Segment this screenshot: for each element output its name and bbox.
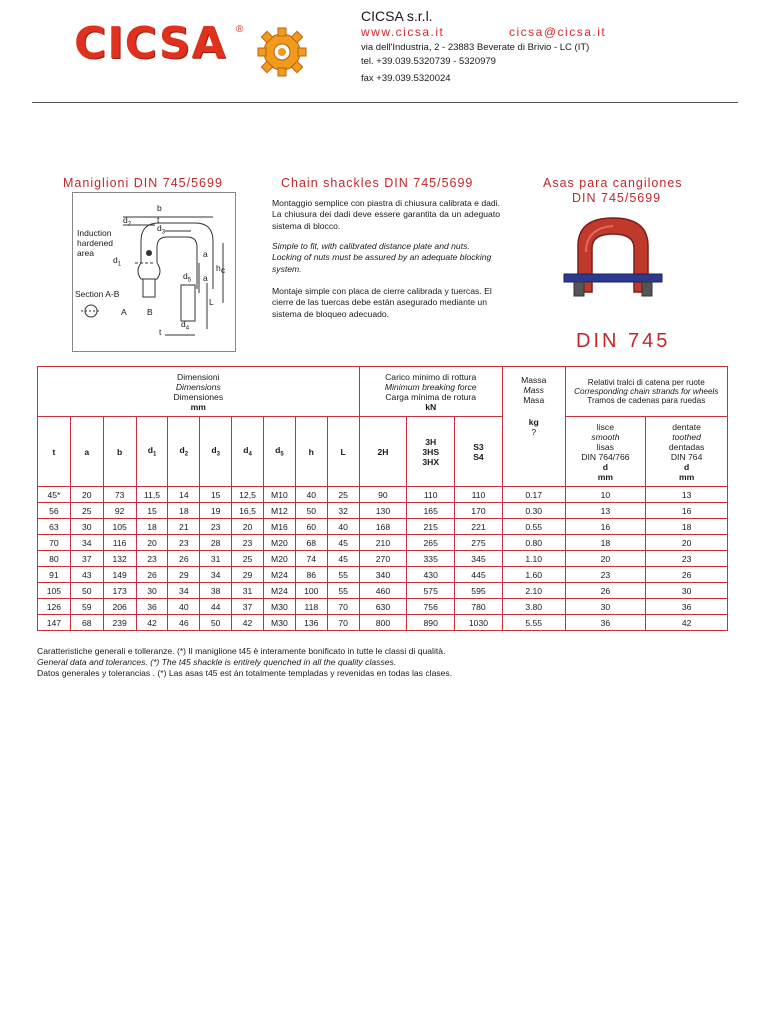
- table-row: [38, 551, 728, 567]
- table-cell: 340: [359, 567, 407, 583]
- table-cell: M20: [263, 535, 295, 551]
- table-cell: 37: [70, 551, 103, 567]
- table-cell: 40: [168, 599, 200, 615]
- table-cell: 42: [136, 615, 168, 631]
- table-cell: 30: [136, 583, 168, 599]
- table-cell: 16: [646, 503, 728, 519]
- table-cell: 70: [38, 535, 71, 551]
- label-induction: Induction: [77, 228, 112, 238]
- table-cell: 30: [646, 583, 728, 599]
- table-cell: 756: [407, 599, 455, 615]
- table-cell: 18: [168, 503, 200, 519]
- table-cell: 43: [70, 567, 103, 583]
- table-cell: 68: [70, 615, 103, 631]
- table-cell: 239: [103, 615, 136, 631]
- table-cell: 630: [359, 599, 407, 615]
- label-t-bottom: t: [159, 327, 162, 337]
- table-row: [38, 615, 728, 631]
- footnotes: [37, 646, 452, 679]
- table-cell: M20: [263, 551, 295, 567]
- table-cell: 0.55: [502, 519, 565, 535]
- table-cell: 0.80: [502, 535, 565, 551]
- table-row: [38, 599, 728, 615]
- table-cell: 23: [200, 519, 232, 535]
- col-d2: $d_2$: [168, 417, 200, 487]
- table-cell: 126: [38, 599, 71, 615]
- table-cell: 23: [565, 567, 646, 583]
- chain-strands-header: Relativi tralci di catena per ruote Corresponding chain strands for wheels Tramos de cadenas para ruedas: [565, 367, 727, 417]
- col-h: h: [295, 417, 327, 487]
- table-cell: 26: [168, 551, 200, 567]
- col-d3: $d_3$: [200, 417, 232, 487]
- table-cell: M30: [263, 599, 295, 615]
- label-a-bottom: a: [203, 273, 208, 283]
- label-L: L: [209, 297, 214, 307]
- col-s3: S3 S4: [455, 417, 503, 487]
- table-cell: 1030: [455, 615, 503, 631]
- table-cell: 168: [359, 519, 407, 535]
- table-row: [38, 583, 728, 599]
- col-d1: $d_1$: [136, 417, 168, 487]
- description-spanish: Montaje simple con placa de cierre calibrada y tuercas. El cierre de las tuercas debe están asegurado mediante un sistema de bloqueo adecuado.: [272, 286, 492, 319]
- table-cell: 16: [565, 519, 646, 535]
- telephone: tel. +39.039.5320739 - 5320979: [361, 56, 496, 67]
- table-cell: 335: [407, 551, 455, 567]
- table-cell: 90: [359, 487, 407, 503]
- table-cell: 170: [455, 503, 503, 519]
- table-row: [38, 503, 728, 519]
- label-d4: $d_4$: [181, 319, 190, 332]
- table-cell: 210: [359, 535, 407, 551]
- table-cell: 26: [565, 583, 646, 599]
- label-b: b: [157, 203, 162, 213]
- breaking-load-header: Carico minimo di rottura Minimum breaking force Carga mínima de rotura kN: [359, 367, 502, 417]
- col-a: a: [70, 417, 103, 487]
- table-cell: 63: [38, 519, 71, 535]
- table-cell: 45: [327, 535, 359, 551]
- table-cell: 31: [232, 583, 264, 599]
- label-d2: $d_2$: [123, 215, 132, 228]
- table-cell: 800: [359, 615, 407, 631]
- table-cell: 100: [295, 583, 327, 599]
- table-cell: 34: [70, 535, 103, 551]
- table-cell: 21: [168, 519, 200, 535]
- table-cell: 0.30: [502, 503, 565, 519]
- table-cell: 18: [565, 535, 646, 551]
- table-cell: 30: [70, 519, 103, 535]
- table-cell: 80: [38, 551, 71, 567]
- table-cell: 118: [295, 599, 327, 615]
- col-2h: 2H: [359, 417, 407, 487]
- label-t-top: t: [157, 215, 160, 225]
- table-cell: 110: [407, 487, 455, 503]
- table-cell: 445: [455, 567, 503, 583]
- table-cell: 345: [455, 551, 503, 567]
- col-smooth: lisce smooth lisas DIN 764/766 d mm: [565, 417, 646, 487]
- table-cell: 36: [565, 615, 646, 631]
- table-row: [38, 535, 728, 551]
- gear-logo-icon: [254, 26, 310, 83]
- table-cell: 68: [295, 535, 327, 551]
- registered-mark: ®: [236, 24, 244, 35]
- table-cell: 38: [200, 583, 232, 599]
- col-t: t: [38, 417, 71, 487]
- table-cell: 25: [70, 503, 103, 519]
- table-cell: 25: [327, 487, 359, 503]
- product-photo: [556, 212, 670, 317]
- table-cell: 34: [200, 567, 232, 583]
- table-cell: 30: [565, 599, 646, 615]
- table-cell: 70: [327, 599, 359, 615]
- title-italian: Maniglioni DIN 745/5699: [63, 176, 223, 190]
- table-cell: 15: [136, 503, 168, 519]
- table-cell: M16: [263, 519, 295, 535]
- table-cell: 270: [359, 551, 407, 567]
- table-cell: 50: [70, 583, 103, 599]
- col-3h: 3H 3HS 3HX: [407, 417, 455, 487]
- table-cell: 59: [70, 599, 103, 615]
- table-row: [38, 519, 728, 535]
- table-cell: 32: [327, 503, 359, 519]
- table-cell: 265: [407, 535, 455, 551]
- company-logo: CICSA: [74, 18, 227, 69]
- table-cell: M30: [263, 615, 295, 631]
- table-cell: M24: [263, 583, 295, 599]
- col-b: b: [103, 417, 136, 487]
- table-cell: 132: [103, 551, 136, 567]
- table-cell: 36: [136, 599, 168, 615]
- table-cell: 26: [136, 567, 168, 583]
- col-d5: $d_5$: [263, 417, 295, 487]
- table-cell: 46: [168, 615, 200, 631]
- table-cell: 20: [646, 535, 728, 551]
- label-area: area: [77, 248, 95, 258]
- label-A: A: [121, 307, 127, 317]
- table-cell: 165: [407, 503, 455, 519]
- table-cell: 430: [407, 567, 455, 583]
- header-divider: [32, 102, 738, 103]
- table-cell: 275: [455, 535, 503, 551]
- table-cell: 5.55: [502, 615, 565, 631]
- table-cell: 29: [168, 567, 200, 583]
- table-cell: 149: [103, 567, 136, 583]
- fax: fax +39.039.5320024: [361, 73, 451, 84]
- table-cell: 20: [232, 519, 264, 535]
- table-cell: 23: [646, 551, 728, 567]
- din-745-label: DIN 745: [576, 330, 671, 352]
- table-cell: 44: [200, 599, 232, 615]
- table-cell: M10: [263, 487, 295, 503]
- table-cell: 0.17: [502, 487, 565, 503]
- table-cell: 29: [232, 567, 264, 583]
- technical-drawing: [72, 192, 236, 352]
- table-cell: 15: [200, 487, 232, 503]
- title-spanish-din: DIN 745/5699: [572, 191, 662, 205]
- table-cell: 20: [136, 535, 168, 551]
- table-cell: 25: [232, 551, 264, 567]
- table-cell: 13: [646, 487, 728, 503]
- table-cell: 20: [565, 551, 646, 567]
- company-name: CICSA s.r.l.: [361, 8, 433, 24]
- table-cell: 12,5: [232, 487, 264, 503]
- label-a-top: a: [203, 249, 208, 259]
- table-cell: 23: [168, 535, 200, 551]
- table-cell: 595: [455, 583, 503, 599]
- mass-header: Massa Mass Masa kg ?: [502, 367, 565, 487]
- table-cell: 10: [565, 487, 646, 503]
- table-row: [38, 567, 728, 583]
- table-cell: 16,5: [232, 503, 264, 519]
- table-cell: 60: [295, 519, 327, 535]
- table-cell: 3.80: [502, 599, 565, 615]
- table-cell: 56: [38, 503, 71, 519]
- table-cell: 1.60: [502, 567, 565, 583]
- table-cell: 221: [455, 519, 503, 535]
- table-cell: 18: [646, 519, 728, 535]
- table-cell: 215: [407, 519, 455, 535]
- table-cell: 34: [168, 583, 200, 599]
- col-toothed: dentate toothed dentadas DIN 764 d mm: [646, 417, 728, 487]
- table-cell: 55: [327, 583, 359, 599]
- col-d4: $d_4$: [232, 417, 264, 487]
- email-link[interactable]: cicsa@cicsa.it: [509, 25, 607, 39]
- table-cell: 11,5: [136, 487, 168, 503]
- website-link[interactable]: www.cicsa.it: [361, 25, 445, 39]
- label-section: Section A-B: [75, 289, 120, 299]
- table-cell: 18: [136, 519, 168, 535]
- table-cell: 23: [136, 551, 168, 567]
- specification-table: [37, 366, 728, 631]
- table-cell: 45: [327, 551, 359, 567]
- table-cell: 42: [232, 615, 264, 631]
- table-cell: 40: [327, 519, 359, 535]
- label-hardened: hardened: [77, 238, 113, 248]
- table-cell: 147: [38, 615, 71, 631]
- col-L: L: [327, 417, 359, 487]
- dimensions-header: Dimensioni Dimensions Dimensiones mm: [38, 367, 360, 417]
- table-cell: 105: [103, 519, 136, 535]
- table-cell: M12: [263, 503, 295, 519]
- table-cell: M24: [263, 567, 295, 583]
- title-spanish: Asas para cangilones: [543, 176, 683, 190]
- address: via dell'Industria, 2 - 23883 Beverate di Brivio - LC (IT): [361, 42, 590, 53]
- label-d5: $d_5$: [183, 271, 192, 284]
- table-cell: 2.10: [502, 583, 565, 599]
- table-cell: 50: [295, 503, 327, 519]
- table-cell: 23: [232, 535, 264, 551]
- table-cell: 890: [407, 615, 455, 631]
- description-italian: Montaggio semplice con piastra di chiusura calibrata e dadi. La chiusura dei dadi deve essere garantita da un adeguato sistema di blocco.: [272, 198, 500, 231]
- table-cell: 20: [70, 487, 103, 503]
- footnote-english: General data and tolerances. (*) The t45 shackle is entirely quenched in all the quality classes.: [37, 657, 397, 667]
- table-cell: 37: [232, 599, 264, 615]
- table-cell: 50: [200, 615, 232, 631]
- table-cell: 110: [455, 487, 503, 503]
- table-cell: 136: [295, 615, 327, 631]
- table-cell: 45*: [38, 487, 71, 503]
- table-cell: 55: [327, 567, 359, 583]
- table-cell: 74: [295, 551, 327, 567]
- label-d1: $d_1$: [113, 255, 122, 268]
- label-B: B: [147, 307, 153, 317]
- table-cell: 40: [295, 487, 327, 503]
- label-c: c: [221, 265, 226, 275]
- label-h: h: [216, 263, 221, 273]
- table-cell: 173: [103, 583, 136, 599]
- table-cell: 26: [646, 567, 728, 583]
- table-cell: 31: [200, 551, 232, 567]
- table-cell: 460: [359, 583, 407, 599]
- table-cell: 19: [200, 503, 232, 519]
- table-cell: 91: [38, 567, 71, 583]
- footnote-italian: Caratteristiche generali e tolleranze. (*) Il maniglione t45 è interamente bonificato in tutte le classi di qualità.: [37, 646, 446, 656]
- description-english: Simple to fit, with calibrated distance plate and nuts. Locking of nuts must be assured by an adequate blocking system.: [272, 241, 492, 274]
- table-cell: 14: [168, 487, 200, 503]
- label-d3: $d_3$: [157, 223, 166, 236]
- title-english: Chain shackles DIN 745/5699: [281, 176, 474, 190]
- table-cell: 105: [38, 583, 71, 599]
- table-cell: 116: [103, 535, 136, 551]
- table-cell: 206: [103, 599, 136, 615]
- table-cell: 73: [103, 487, 136, 503]
- table-cell: 36: [646, 599, 728, 615]
- table-header-group-row: [38, 367, 728, 417]
- footnote-spanish: Datos generales y tolerancias . (*) Las asas t45 est án totalmente templadas y revenidas en todas las clases.: [37, 668, 453, 678]
- table-cell: 130: [359, 503, 407, 519]
- table-cell: 42: [646, 615, 728, 631]
- table-cell: 575: [407, 583, 455, 599]
- table-cell: 13: [565, 503, 646, 519]
- table-cell: 28: [200, 535, 232, 551]
- table-cell: 92: [103, 503, 136, 519]
- table-cell: 1.10: [502, 551, 565, 567]
- table-cell: 86: [295, 567, 327, 583]
- table-header-columns-row: [38, 417, 728, 487]
- table-row: [38, 487, 728, 503]
- table-cell: 70: [327, 615, 359, 631]
- table-cell: 780: [455, 599, 503, 615]
